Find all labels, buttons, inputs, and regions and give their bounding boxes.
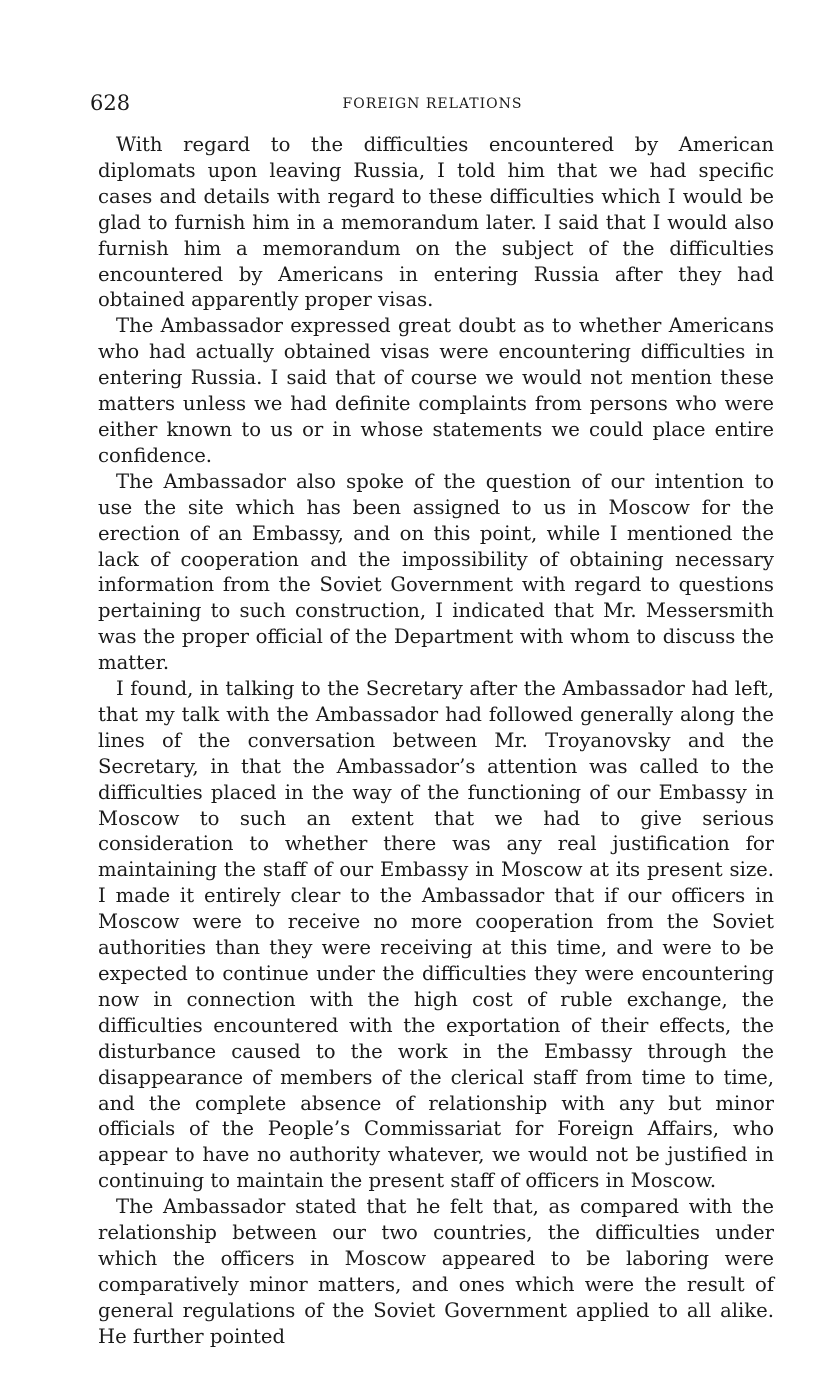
paragraph-ambassador-response: The Ambassador stated that he felt that, as compared with the relationship between our two countries, the difficulties under which the officers in Moscow appeared to be laboring were comparatively minor matters, and ones which were the result of general regulations of the Soviet Government applied to all alike. He further pointed [98, 1195, 774, 1348]
paragraph-embassy-site: The Ambassador also spoke of the question of our intention to use the site which has been assigned to us in Moscow for the erection of an Embassy, and on this point, while I mentioned the lack of cooperation and the impossibility of obtaining necessary information from the Soviet Government with regard to questions pertaining to such construction, I indicated that Mr. Messersmith was the proper official of the Department with whom to discuss the matter. [98, 469, 774, 675]
paragraph-visas: With regard to the difficulties encountered by American diplomats upon leaving Russia, I told him that we had specific cases and details with regard to these difficulties which I would be glad to furnish him in a memorandum later. I said that I would also furnish him a memorandum on the subject of the difficulties encountered by Americans in entering Russia after they had obtained apparently proper visas. [98, 133, 774, 312]
body-text [98, 132, 774, 1350]
running-head [90, 90, 775, 120]
document-page [90, 90, 775, 1348]
paragraph-ambassador-doubt: The Ambassador expressed great doubt as to whether Americans who had actually obtained visas were encountering difficulties in entering Russia. I said that of course we would not mention these matters unless we had definite complaints from persons who were either known to us or in whose statements we could place entire confidence. [98, 314, 774, 467]
page-number: 628 [90, 91, 131, 115]
paragraph-staff-justification: I found, in talking to the Secretary after the Ambassador had left, that my talk with the Ambassador had followed generally along the lines of the conversation between Mr. Troyanovsky and the Secretary, in that the Ambassador’s attention was called to the difficulties placed in the way of the functioning of our Embassy in Moscow to such an extent that we had to give serious consideration to whether there was any real justification for maintaining the staff of our Embassy in Moscow at its present size. I made it entirely clear to the Ambassador that if our officers in Moscow were to receive no more cooperation from the Soviet authorities than they were receiving at this time, and were to be expected to continue under the difficulties they were encountering now in connection with the high cost of ruble exchange, the difficulties encountered with the exportation of their effects, the disturbance caused to the work in the Embassy through the disappearance of members of the clerical staff from time to time, and the complete absence of relationship with any but minor officials of the People’s Commissariat for Foreign Affairs, who appear to have no authority whatever, we would not be justified in continuing to maintain the present staff of officers in Moscow. [98, 677, 774, 1193]
section-title: FOREIGN RELATIONS [342, 96, 523, 112]
